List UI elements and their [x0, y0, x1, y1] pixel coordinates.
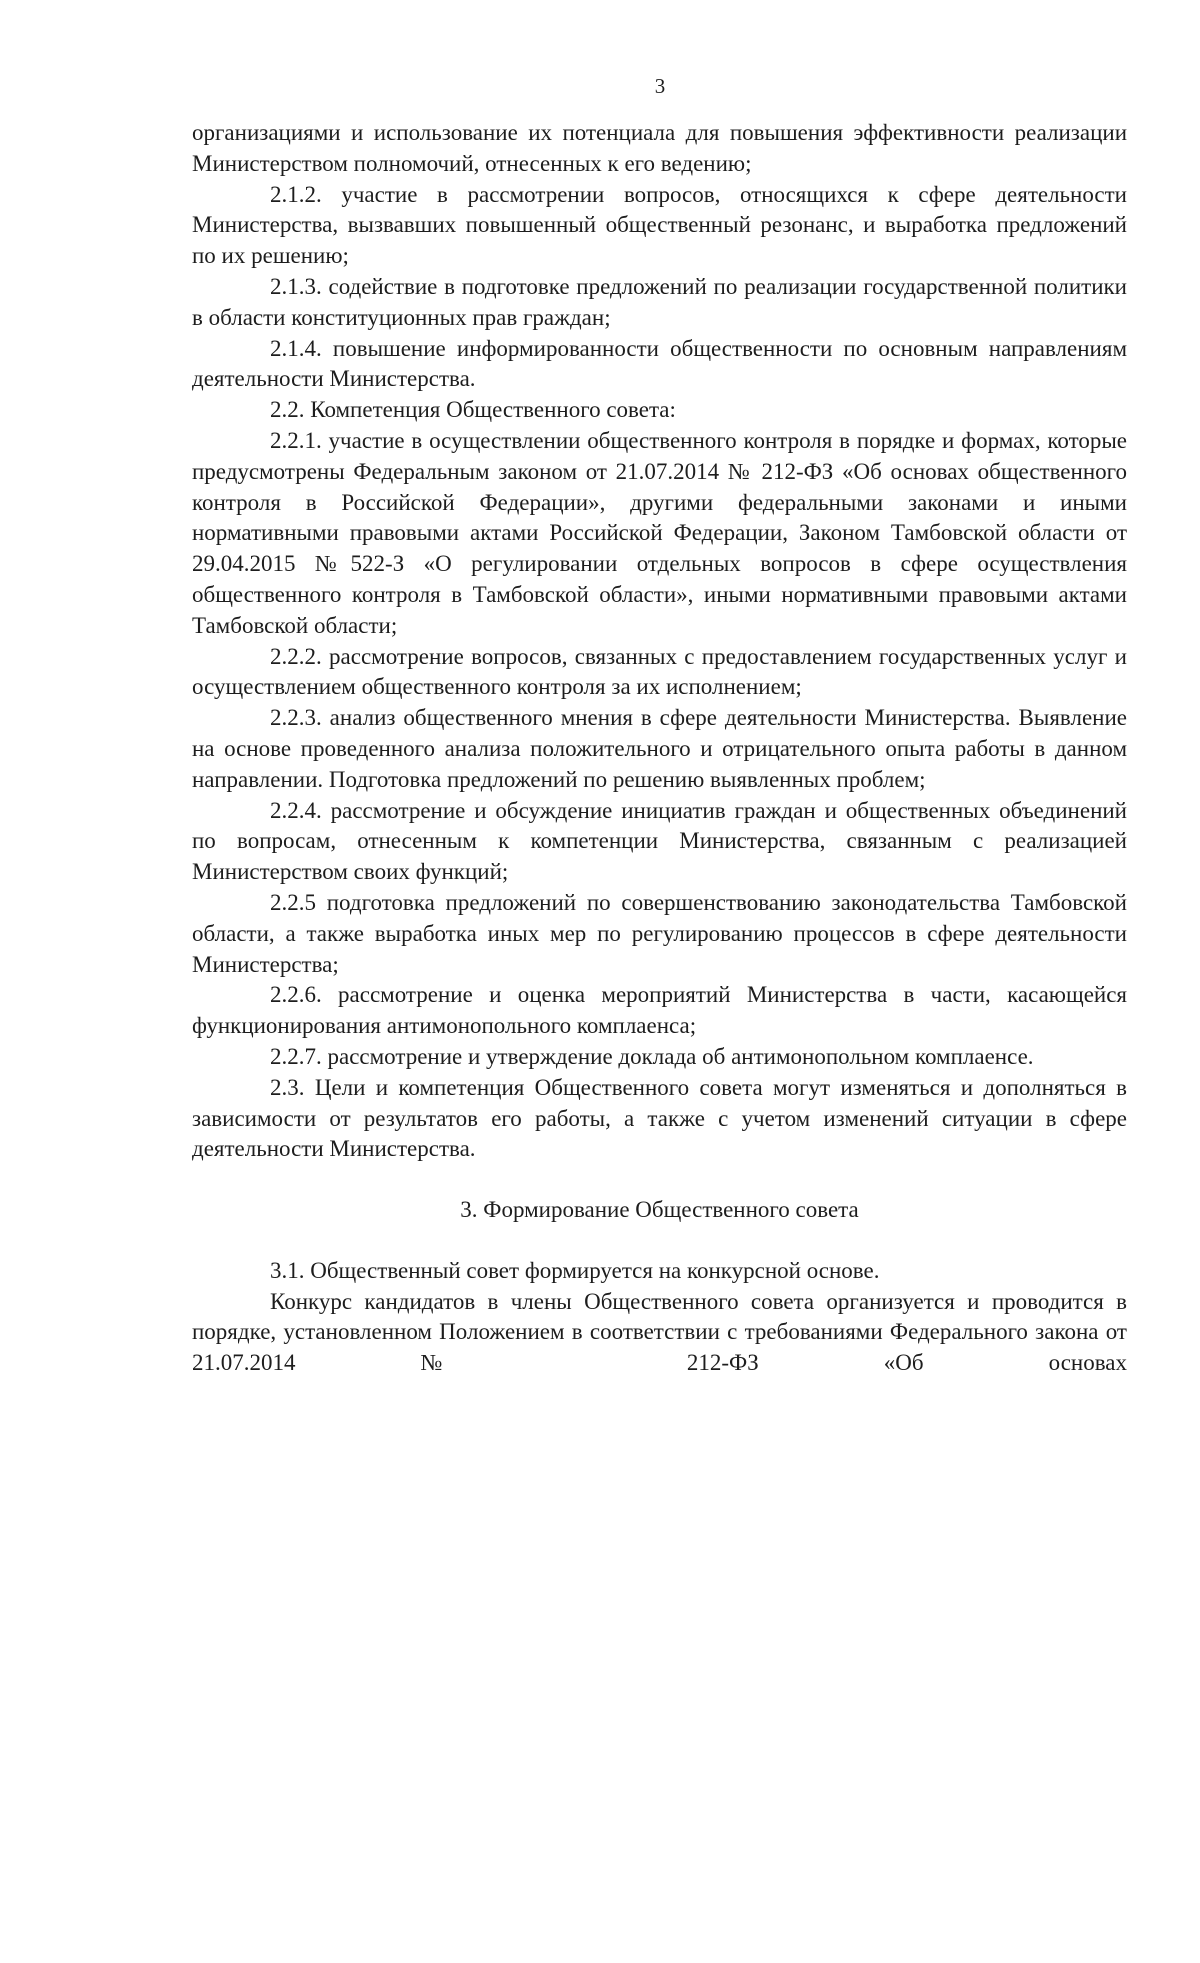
paragraph-2-2-7: 2.2.7. рассмотрение и утверждение доклада об антимонопольном комплаенсе.: [270, 1043, 1034, 1069]
paragraph-2-2-3: 2.2.3. анализ общественного мнения в сфере деятельности Министерства. Выявление на основе проведенного анализа положительного и отрицательного опыта работы в данном направлении. Подготовка предложений по решению выявленных проблем;: [192, 705, 1127, 792]
paragraph-2-2-2: 2.2.2. рассмотрение вопросов, связанных с предоставлением государственных услуг и осуществлением общественного контроля за их исполнением;: [192, 643, 1127, 700]
paragraph-2-1-4: 2.1.4. повышение информированности общественности по основным направлениям деятельности Министерства.: [192, 335, 1127, 392]
paragraph-2-2-6: 2.2.6. рассмотрение и оценка мероприятий Министерства в части, касающейся функционирования антимонопольного комплаенса;: [192, 982, 1127, 1039]
paragraph-2-2-5: 2.2.5 подготовка предложений по совершенствованию законодательства Тамбовской области, а также выработка иных мер по регулированию процессов в сфере деятельности Министерства;: [192, 889, 1127, 977]
paragraph-2-1-3: 2.1.3. содействие в подготовке предложений по реализации государственной политики в области конституционных прав граждан;: [192, 273, 1127, 330]
paragraph-2-3: 2.3. Цели и компетенция Общественного совета могут изменяться и дополняться в зависимости от результатов его работы, а также с учетом изменений ситуации в сфере деятельности Министерства.: [192, 1074, 1127, 1162]
paragraph-3-1: 3.1. Общественный совет формируется на конкурсной основе.: [270, 1257, 880, 1283]
paragraph-contest: Конкурс кандидатов в члены Общественного совета организуется и проводится в порядке, установленном Положением в соответствии с требованиями Федерального закона от 21.07.2014 № 212-ФЗ «Об основах: [192, 1288, 1127, 1376]
page-number: 3: [654, 74, 666, 98]
paragraph-2-1-2: 2.1.2. участие в рассмотрении вопросов, относящихся к сфере деятельности Министерства, вызвавших повышенный общественный резонанс, и выработка предложений по их решению;: [192, 181, 1127, 269]
paragraph-2-2: 2.2. Компетенция Общественного совета:: [270, 397, 676, 423]
paragraph-continuation: организациями и использование их потенциала для повышения эффективности реализации Министерством полномочий, отнесенных к его ведению;: [192, 120, 1127, 176]
section-3-heading: 3. Формирование Общественного совета: [460, 1197, 859, 1223]
paragraph-2-2-4: 2.2.4. рассмотрение и обсуждение инициатив граждан и общественных объединений по вопросам, отнесенным к компетенции Министерства, связанным с реализацией Министерством своих функций;: [192, 797, 1127, 885]
paragraph-2-2-1: 2.2.1. участие в осуществлении общественного контроля в порядке и формах, которые предусмотрены Федеральным законом от 21.07.2014 № 212-ФЗ «Об основах общественного контроля в Российской Федерации», другими федеральными законами и иными нормативными правовыми актами Российской Федерации, Законом Тамбовской области от 29.04.2015 №522-З «О регулировании отдельных вопросов в сфере осуществления общественного контроля в Тамбовской области», иными нормативными правовыми актами Тамбовской области;: [192, 427, 1127, 638]
document-body: [192, 118, 1127, 1379]
